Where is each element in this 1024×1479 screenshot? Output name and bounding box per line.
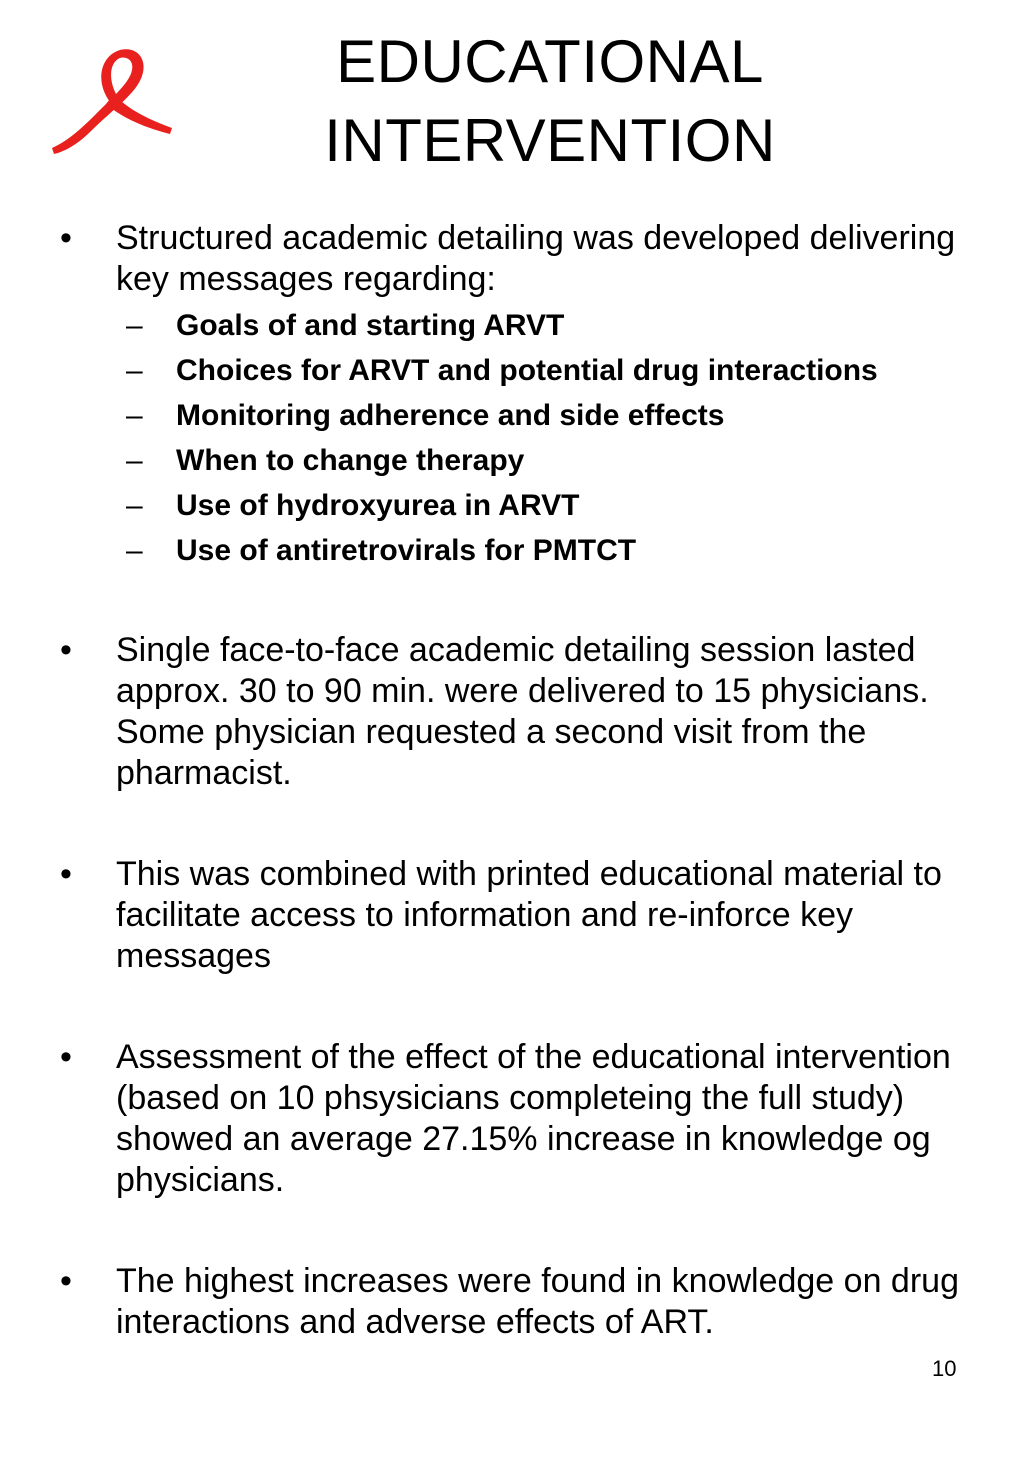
title-line-1: EDUCATIONAL (336, 28, 764, 95)
bullet-marker: • (60, 1262, 72, 1300)
sub-item (60, 352, 960, 390)
bullet-marker: • (60, 219, 72, 257)
spacer (60, 794, 960, 854)
sub-item-text: When to change therapy (176, 444, 525, 477)
spacer (60, 1201, 960, 1261)
dash-marker: – (126, 489, 143, 522)
bullet-text: Structured academic detailing was developed delivering key messages regarding: (116, 219, 956, 298)
sub-list (60, 307, 960, 570)
bullet-item (60, 218, 960, 300)
sub-item-text: Use of hydroxyurea in ARVT (176, 489, 580, 522)
bullet-text: This was combined with printed educational material to facilitate access to information and re-inforce key messages (116, 855, 942, 975)
sub-item-text: Goals of and starting ARVT (176, 309, 565, 342)
bullet-list (60, 218, 960, 1343)
dash-marker: – (126, 309, 143, 342)
dash-marker: – (126, 444, 143, 477)
slide-title (200, 22, 900, 180)
bullet-text: Single face-to-face academic detailing session lasted approx. 30 to 90 min. were delivered to 15 physicians. Some physician requested a second visit from the pharmacist. (116, 631, 929, 792)
spacer (60, 570, 960, 630)
bullet-item (60, 854, 960, 977)
title-line-2: INTERVENTION (324, 107, 776, 174)
sub-item (60, 397, 960, 435)
bullet-text: Assessment of the effect of the educational intervention (based on 10 phsysicians completeing the full study) showed an average 27.15% increase in knowledge og physicians. (116, 1038, 951, 1199)
red-ribbon-icon (50, 42, 175, 160)
bullet-marker: • (60, 631, 72, 669)
sub-item (60, 442, 960, 480)
sub-item-text: Use of antiretrovirals for PMTCT (176, 534, 637, 567)
dash-marker: – (126, 354, 143, 387)
dash-marker: – (126, 534, 143, 567)
bullet-marker: • (60, 1038, 72, 1076)
bullet-item (60, 1037, 960, 1201)
sub-item-text: Choices for ARVT and potential drug interactions (176, 354, 878, 387)
sub-item-text: Monitoring adherence and side effects (176, 399, 725, 432)
page-number: 10 (932, 1356, 957, 1381)
bullet-item (60, 1261, 960, 1343)
sub-item (60, 532, 960, 570)
sub-item (60, 307, 960, 345)
sub-item (60, 487, 960, 525)
bullet-marker: • (60, 855, 72, 893)
spacer (60, 977, 960, 1037)
dash-marker: – (126, 399, 143, 432)
bullet-text: The highest increases were found in knowledge on drug interactions and adverse effects of ART. (116, 1262, 959, 1341)
bullet-item (60, 630, 960, 794)
